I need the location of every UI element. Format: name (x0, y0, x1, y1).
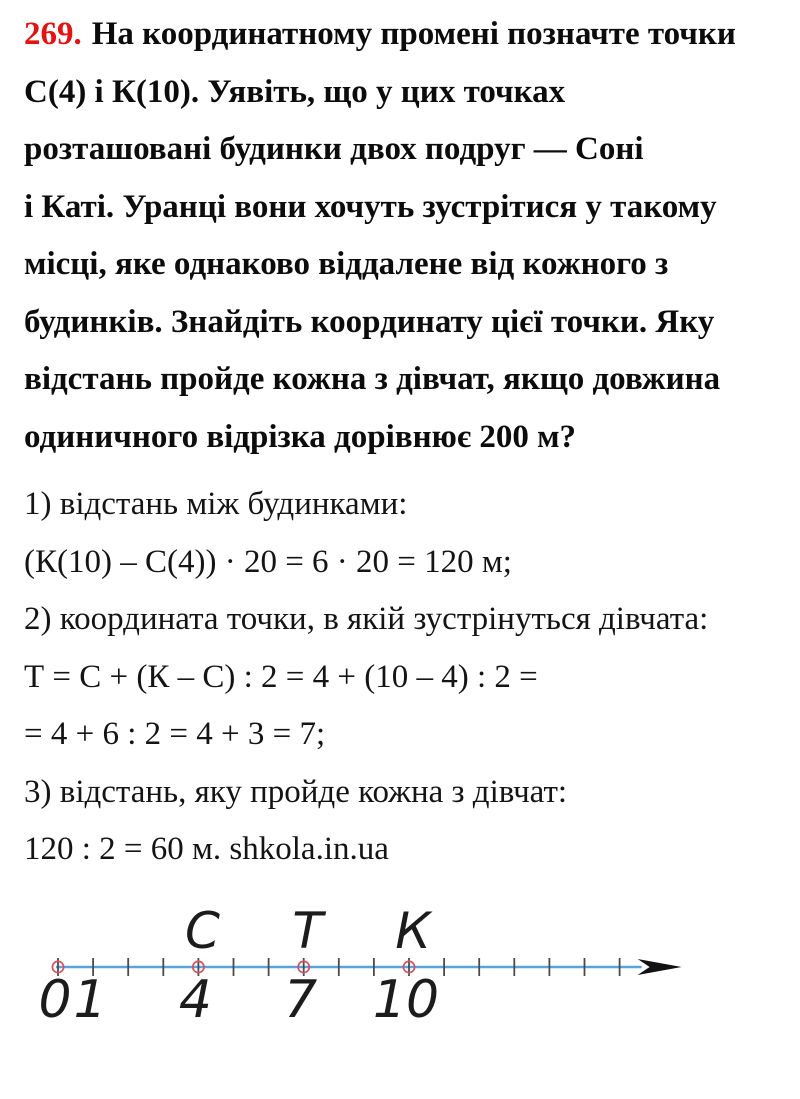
arrowhead-icon (638, 959, 682, 975)
tick-label: 4 (178, 970, 212, 1030)
problem-line (24, 6, 794, 64)
solution-line: 3) відстань, яку пройде кожна з дівчат: (24, 773, 568, 810)
solution-line: 1) відстань між будинками: (24, 486, 408, 522)
problem-line-text: На координатному промені позначте точки (91, 16, 736, 52)
solution-line: (К(10) – С(4)) · 20 = 6 · 20 = 120 м; (24, 543, 512, 580)
tick-label: 0 (38, 970, 72, 1030)
problem-and-solution-text (24, 6, 794, 879)
problem-line: відстань пройде кожна з дівчат, якщо довжина (24, 361, 721, 397)
solution-line: 2) координата точки, в якій зустрінуться дівчата: (24, 601, 709, 637)
problem-line: розташовані будинки двох подруг — Соні (24, 131, 644, 167)
point-label-above: К (395, 902, 431, 960)
solution-line: 120 : 2 = 60 м. shkola.in.ua (24, 831, 389, 867)
point-label-above: С (184, 902, 220, 960)
tick-label: 7 (284, 970, 318, 1030)
solution-text (24, 476, 794, 879)
tick-label: 10 (372, 970, 440, 1030)
problem-line: і Каті. Уранці вони хочуть зустрітися у такому (24, 188, 717, 225)
tick-label: 1 (73, 970, 107, 1030)
problem-line: одиничного відрізка дорівнює 200 м? (24, 418, 577, 455)
problem-line: місці, яке однаково віддалене від кожного з (24, 246, 669, 282)
number-line-diagram (0, 880, 800, 1099)
problem-line: будинків. Знайдіть координату цієї точки. Яку (24, 303, 715, 340)
problem-line: С(4) і К(10). Уявіть, що у цих точках (24, 73, 566, 110)
solution-line: = 4 + 6 : 2 = 4 + 3 = 7; (24, 716, 326, 752)
problem-number: 269. (24, 16, 82, 52)
solution-line: Т = С + (К – С) : 2 = 4 + (10 – 4) : 2 = (24, 658, 538, 695)
point-label-above: Т (292, 902, 323, 960)
